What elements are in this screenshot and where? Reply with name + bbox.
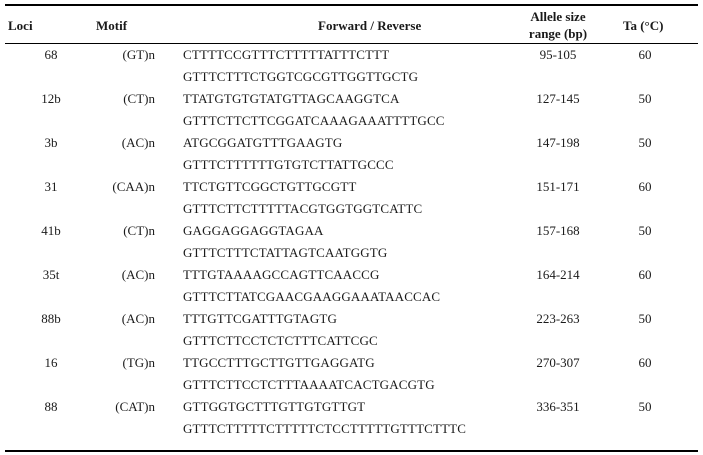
table-row [0,88,703,110]
table-row-reverse [0,66,703,88]
locus-cell: 41b [41,223,61,238]
motif-cell: (CAA)n [112,179,155,194]
table-row-reverse [0,286,703,308]
ta-cell: 60 [638,355,652,370]
table-row [0,352,703,374]
table-row-reverse [0,242,703,264]
allele-size-cell: 147-198 [536,135,580,150]
reverse-primer-cell: GTTTCTTATCGAACGAAGGAAATAACCAC [183,289,441,304]
forward-primer-cell: ATGCGGATGTTTGAAGTG [183,135,343,150]
forward-primer-cell: CTTTTCCGTTTCTTTTTATTTCTTT [183,47,390,62]
ta-cell: 60 [638,47,652,62]
locus-cell: 35t [42,267,60,282]
reverse-primer-cell: GTTTCTTTCTATTAGTCAATGGTG [183,245,388,260]
reverse-primer-cell: GTTTCTTCCTCTCTTTCATTCGC [183,333,378,348]
table-row [0,176,703,198]
locus-cell: 88 [44,399,58,414]
header-ta: Ta (°C) [623,18,664,33]
table-row-reverse [0,110,703,132]
reverse-primer-cell: GTTTCTTCCTCTTTAAAATCACTGACGTG [183,377,435,392]
forward-primer-cell: TTATGTGTGTATGTTAGCAAGGTCA [183,91,400,106]
allele-size-cell: 127-145 [536,91,580,106]
motif-cell: (GT)n [122,47,155,62]
header-allele-size [527,8,589,42]
motif-cell: (TG)n [122,355,155,370]
allele-size-cell: 223-263 [536,311,580,326]
table-row [0,132,703,154]
forward-primer-cell: GTTGGTGCTTTGTTGTGTTGT [183,399,366,414]
table-row-reverse [0,330,703,352]
motif-cell: (AC)n [121,311,155,326]
motif-cell: (AC)n [121,267,155,282]
header-motif: Motif [96,18,128,33]
motif-cell: (CT)n [123,91,155,106]
locus-cell: 68 [44,47,58,62]
reverse-primer-cell: GTTTCTTCTTCGGATCAAAGAAATTTTGCC [183,113,445,128]
header-allele-line1: Allele size [530,9,586,24]
ta-cell: 50 [638,223,652,238]
allele-size-cell: 151-171 [536,179,580,194]
table-row [0,220,703,242]
reverse-primer-cell: GTTTCTTTTTCTTTTTCTCCTTTTTGTTTCTTTC [183,421,467,436]
header-loci: Loci [8,18,33,33]
allele-size-cell: 336-351 [536,399,580,414]
locus-cell: 31 [44,179,58,194]
ta-cell: 50 [638,311,652,326]
table-row [0,44,703,66]
allele-size-cell: 270-307 [536,355,580,370]
header-allele-line2: range (bp) [528,26,588,41]
locus-cell: 16 [44,355,58,370]
ta-cell: 50 [638,135,652,150]
ta-cell: 60 [638,179,652,194]
table-row-reverse [0,374,703,396]
allele-size-cell: 164-214 [536,267,580,282]
motif-cell: (AC)n [121,135,155,150]
table-row [0,308,703,330]
table-row-reverse [0,198,703,220]
forward-primer-cell: TTTGTAAAAGCCAGTTCAACCG [183,267,380,282]
table-top-rule [5,4,698,6]
forward-primer-cell: TTTGTTCGATTTGTAGTG [183,311,338,326]
reverse-primer-cell: GTTTCTTTCTGGTCGCGTTGGTTGCTG [183,69,419,84]
allele-size-cell: 95-105 [539,47,577,62]
motif-cell: (CT)n [123,223,155,238]
header-forward-reverse: Forward / Reverse [318,18,422,33]
forward-primer-cell: GAGGAGGAGGTAGAA [183,223,324,238]
locus-cell: 88b [41,311,61,326]
ta-cell: 50 [638,91,652,106]
locus-cell: 3b [44,135,58,150]
table-bottom-rule [5,450,698,452]
allele-size-cell: 157-168 [536,223,580,238]
table-row [0,396,703,418]
table-row-reverse [0,418,703,440]
ta-cell: 60 [638,267,652,282]
locus-cell: 12b [41,91,61,106]
table-row-reverse [0,154,703,176]
table-row [0,264,703,286]
ta-cell: 50 [638,399,652,414]
motif-cell: (CAT)n [115,399,155,414]
forward-primer-cell: TTCTGTTCGGCTGTTGCGTT [183,179,357,194]
reverse-primer-cell: GTTTCTTTTTTGTGTCTTATTGCCC [183,157,394,172]
forward-primer-cell: TTGCCTTTGCTTGTTGAGGATG [183,355,375,370]
reverse-primer-cell: GTTTCTTCTTTTTACGTGGTGGTCATTC [183,201,423,216]
